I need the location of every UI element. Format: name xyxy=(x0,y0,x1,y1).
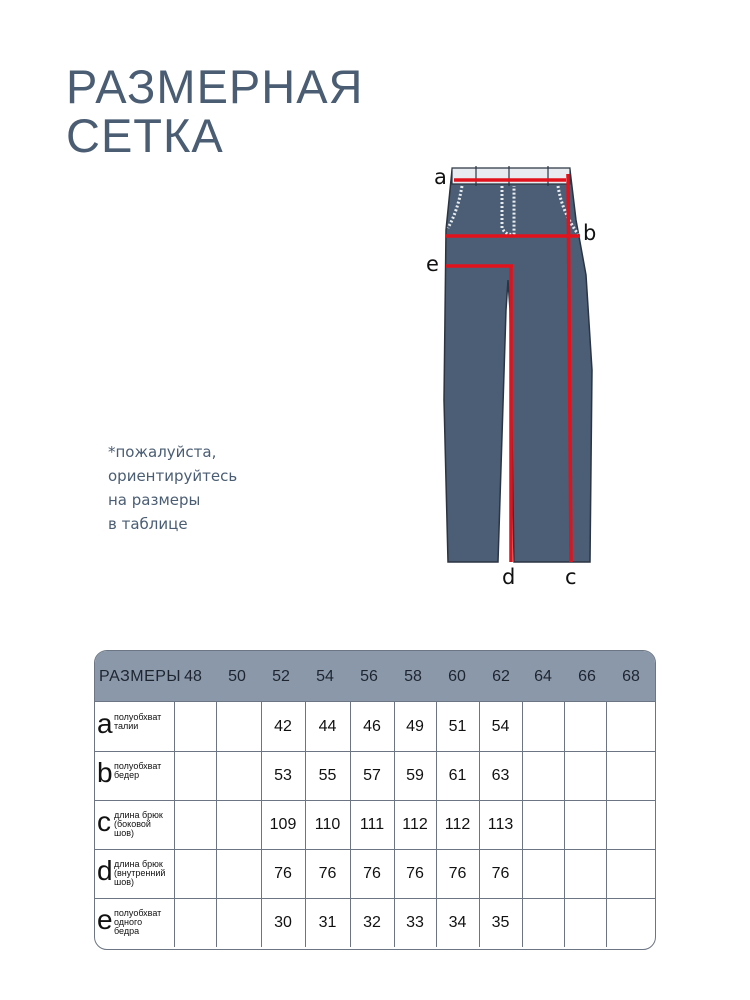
table-cell: 49 xyxy=(394,702,437,751)
size-note xyxy=(108,440,237,536)
row-letter: e xyxy=(97,904,113,935)
table-cell xyxy=(564,898,607,947)
row-header xyxy=(95,849,175,898)
table-cell: 30 xyxy=(261,898,306,947)
table-cell xyxy=(522,849,565,898)
table-cell: 33 xyxy=(394,898,437,947)
table-cell xyxy=(564,702,607,751)
pants-diagram xyxy=(420,150,620,600)
table-cell xyxy=(522,751,565,800)
table-cell xyxy=(175,849,217,898)
table-cell: 112 xyxy=(436,800,480,849)
size-header: 56 xyxy=(360,668,378,685)
pants-illustration xyxy=(420,150,620,600)
table-cell: 32 xyxy=(350,898,395,947)
size-table xyxy=(94,650,656,950)
row-header xyxy=(95,898,175,947)
table-cell xyxy=(522,702,565,751)
label-d: d xyxy=(502,565,516,589)
row-letter: c xyxy=(97,806,111,837)
table-cell: 76 xyxy=(305,849,351,898)
table-cell xyxy=(175,702,217,751)
row-description: длина брюк (боковой шов) xyxy=(114,810,163,838)
table-cell xyxy=(175,751,217,800)
table-cell: 110 xyxy=(305,800,351,849)
size-header: 48 xyxy=(184,668,202,685)
table-cell: 113 xyxy=(479,800,523,849)
table-cell: 112 xyxy=(394,800,437,849)
size-header: 62 xyxy=(492,668,510,685)
table-row xyxy=(95,800,655,850)
table-cell: 109 xyxy=(261,800,306,849)
size-header: 60 xyxy=(448,668,466,685)
row-letter: a xyxy=(97,708,113,739)
table-cell: 46 xyxy=(350,702,395,751)
table-cell xyxy=(216,702,262,751)
size-header: 66 xyxy=(578,668,596,685)
table-cell xyxy=(522,800,565,849)
table-cell: 57 xyxy=(350,751,395,800)
label-b: b xyxy=(583,221,597,245)
table-cell xyxy=(216,849,262,898)
table-cell xyxy=(216,800,262,849)
size-header: 68 xyxy=(622,668,640,685)
table-cell: 76 xyxy=(350,849,395,898)
header-label: РАЗМЕРЫ xyxy=(99,668,182,685)
table-cell: 61 xyxy=(436,751,480,800)
table-cell xyxy=(564,800,607,849)
table-cell: 35 xyxy=(479,898,523,947)
size-table-body xyxy=(95,702,655,949)
table-cell: 31 xyxy=(305,898,351,947)
note-line: *пожалуйста, xyxy=(108,443,217,461)
label-c: c xyxy=(565,565,577,589)
table-cell xyxy=(606,800,655,849)
table-cell xyxy=(216,898,262,947)
table-cell: 76 xyxy=(479,849,523,898)
table-cell xyxy=(564,751,607,800)
row-description: полуобхват талии xyxy=(114,712,162,731)
size-header: 54 xyxy=(316,668,334,685)
table-row xyxy=(95,898,655,947)
table-cell: 42 xyxy=(261,702,306,751)
table-cell: 76 xyxy=(261,849,306,898)
table-row xyxy=(95,702,655,752)
table-cell: 111 xyxy=(350,800,395,849)
title-line-2: СЕТКА xyxy=(66,109,224,162)
row-header xyxy=(95,751,175,800)
row-description: полуобхват одного бедра xyxy=(114,908,162,936)
table-cell: 53 xyxy=(261,751,306,800)
table-cell xyxy=(606,898,655,947)
table-cell: 34 xyxy=(436,898,480,947)
row-description: длина брюк (внутренний шов) xyxy=(114,859,166,887)
table-cell: 59 xyxy=(394,751,437,800)
size-header: 52 xyxy=(272,668,290,685)
table-row xyxy=(95,849,655,899)
size-header: 58 xyxy=(404,668,422,685)
size-header: 64 xyxy=(534,668,552,685)
table-cell xyxy=(522,898,565,947)
label-e: e xyxy=(426,252,439,276)
table-cell xyxy=(564,849,607,898)
table-cell: 76 xyxy=(394,849,437,898)
page-title xyxy=(66,62,364,160)
table-row xyxy=(95,751,655,801)
table-cell: 55 xyxy=(305,751,351,800)
table-cell: 76 xyxy=(436,849,480,898)
row-letter: b xyxy=(97,757,113,788)
title-line-1: РАЗМЕРНАЯ xyxy=(66,60,364,113)
table-cell xyxy=(216,751,262,800)
table-cell xyxy=(606,849,655,898)
table-cell: 44 xyxy=(305,702,351,751)
note-line: на размеры xyxy=(108,491,201,509)
table-cell: 63 xyxy=(479,751,523,800)
table-cell: 54 xyxy=(479,702,523,751)
row-letter: d xyxy=(97,855,113,886)
row-header xyxy=(95,702,175,751)
size-table-header xyxy=(95,651,655,702)
row-description: полуобхват бедер xyxy=(114,761,162,780)
label-a: a xyxy=(434,165,447,189)
row-header xyxy=(95,800,175,849)
note-line: в таблице xyxy=(108,515,188,533)
size-header: 50 xyxy=(228,668,246,685)
table-cell xyxy=(606,751,655,800)
table-cell xyxy=(606,702,655,751)
table-cell: 51 xyxy=(436,702,480,751)
table-cell xyxy=(175,898,217,947)
table-cell xyxy=(175,800,217,849)
note-line: ориентируйтесь xyxy=(108,467,238,485)
